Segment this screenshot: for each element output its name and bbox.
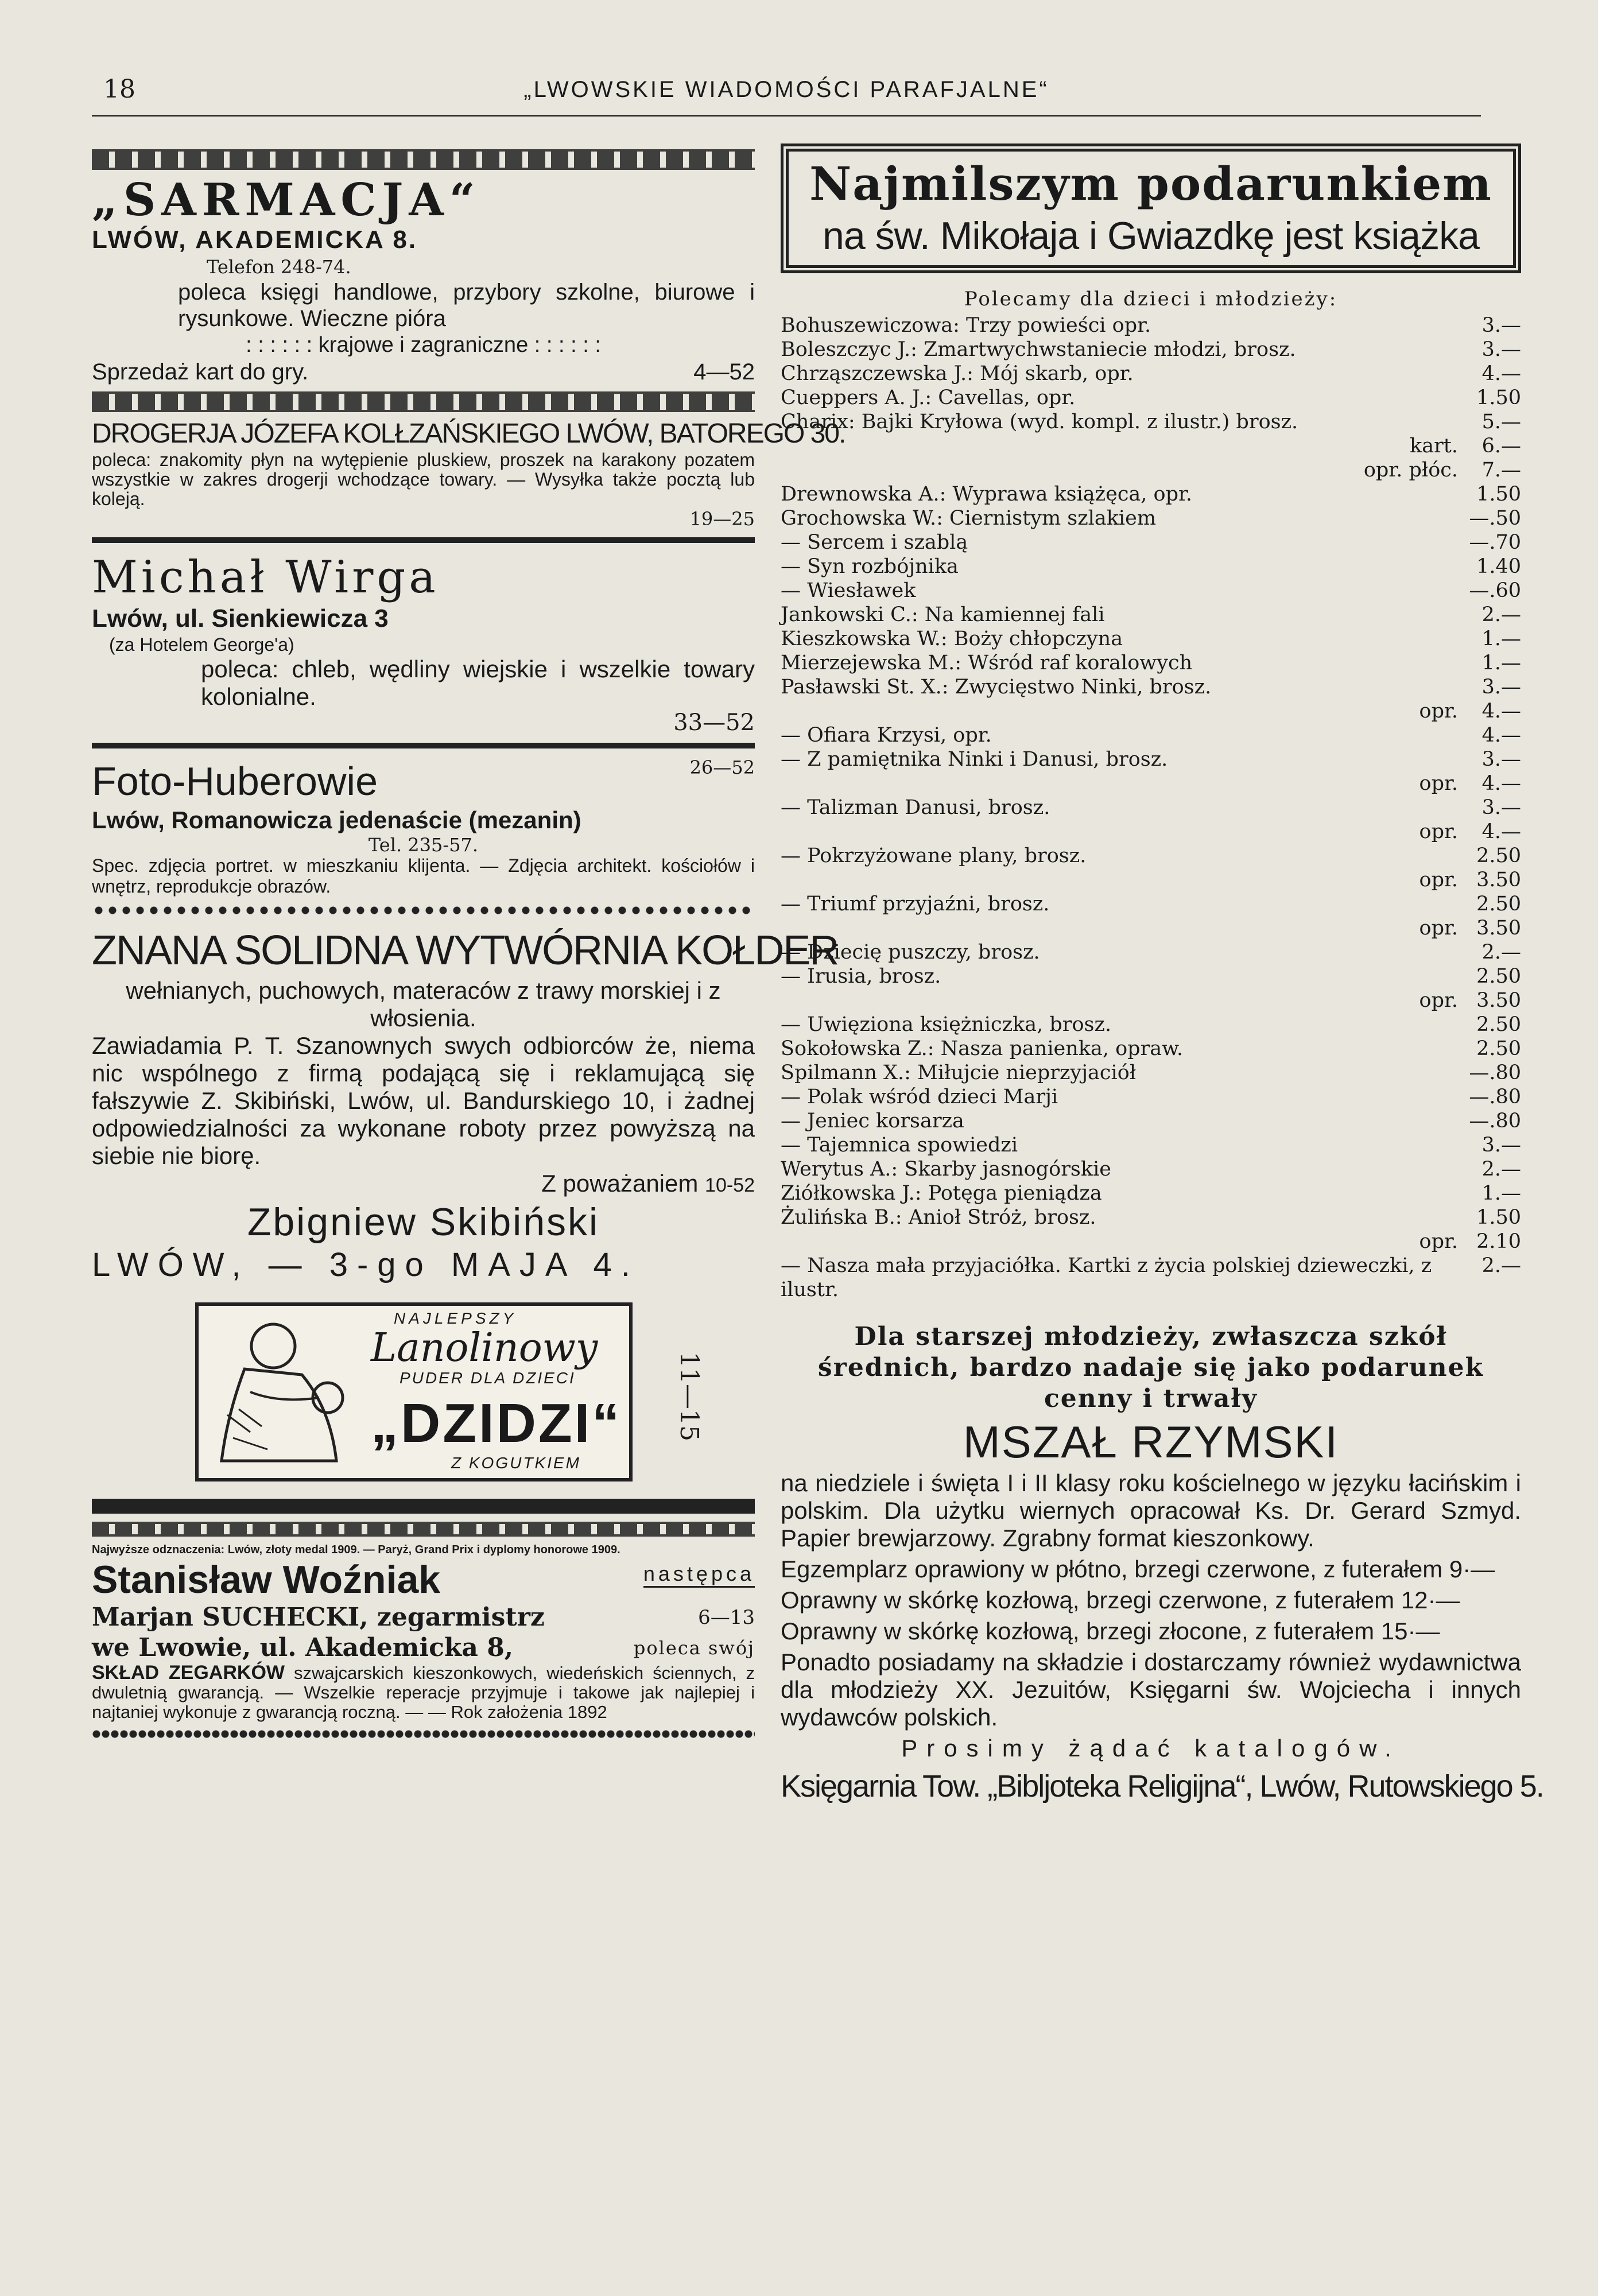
- book-item: [781, 362, 1521, 386]
- book-price: 1.50: [1476, 483, 1521, 506]
- book-price: 1.50: [1476, 1206, 1521, 1229]
- mszal-edition-3: Oprawny w skórkę kozłową, brzegi złocone, z futerałem 15·—: [781, 1618, 1440, 1645]
- book-price: 1.—: [1481, 627, 1521, 650]
- book-title: — Ofiara Krzysi, opr.: [781, 724, 992, 747]
- banner-line-2: na św. Mikołaja i Gwiazdkę jest książka: [823, 214, 1479, 258]
- book-title: opr.: [1419, 700, 1458, 723]
- mszal-ad: [781, 1321, 1543, 1807]
- kolder-title: ZNANA SOLIDNA WYTWÓRNIA KOŁDER: [92, 928, 839, 974]
- right-column: [781, 144, 1543, 1807]
- book-price: 3.—: [1481, 1134, 1521, 1157]
- book-item: [781, 868, 1521, 892]
- book-item: [781, 940, 1521, 964]
- book-item: [781, 410, 1521, 434]
- book-item: [781, 1109, 1521, 1133]
- journal-title: „LWOWSKIE WIADOMOŚCI PARAFJALNE“: [523, 77, 1049, 102]
- wirga-name: Michał Wirga: [92, 552, 439, 603]
- book-price: 1.—: [1481, 651, 1521, 674]
- book-title: — Z pamiętnika Ninki i Danusi, brosz.: [781, 748, 1168, 771]
- ornament-divider: [92, 391, 755, 412]
- book-title: Ziółkowska J.: Potęga pieniądza: [781, 1182, 1102, 1205]
- book-title: Żulińska B.: Anioł Stróż, brosz.: [781, 1206, 1096, 1229]
- book-title: — Pokrzyżowane plany, brosz.: [781, 844, 1087, 867]
- dzidzi-name: „DZIDZI“: [371, 1393, 622, 1454]
- book-price: 3.—: [1481, 314, 1521, 337]
- book-title: Kieszkowska W.: Boży chłopczyna: [781, 627, 1123, 650]
- book-price: —.80: [1469, 1110, 1521, 1133]
- book-title: opr.: [1419, 772, 1458, 795]
- book-price: 5.—: [1481, 410, 1521, 433]
- mszal-edition-2: Oprawny w skórkę kozłową, brzegi czerwone, z futerałem 12·—: [781, 1587, 1460, 1614]
- book-item: [781, 747, 1521, 771]
- book-item: [781, 1230, 1521, 1254]
- book-title: Grochowska W.: Ciernistym szlakiem: [781, 507, 1157, 530]
- book-item: [781, 820, 1521, 844]
- book-item: [781, 1181, 1521, 1205]
- wirga-address: Lwów, ul. Sienkiewicza 3: [92, 604, 389, 633]
- book-item: [781, 844, 1521, 868]
- book-title: opr.: [1419, 820, 1458, 843]
- book-title: Mierzejewska M.: Wśród raf koralowych: [781, 651, 1193, 674]
- wirga-code: 33—52: [673, 709, 755, 736]
- wozniak-shop: SKŁAD ZEGARKÓW: [92, 1662, 285, 1684]
- book-item: [781, 1254, 1521, 1302]
- dzidzi-code: 11—15: [674, 1352, 704, 1441]
- wozniak-ad: [92, 1542, 755, 1738]
- book-price: 3.—: [1481, 338, 1521, 361]
- sarmacja-body: poleca księgi handlowe, przybory szkolne, biurowe i rysunkowe. Wieczne pióra: [178, 280, 755, 331]
- book-title: Boleszczyc J.: Zmartwychwstaniecie młodzi, brosz.: [781, 338, 1296, 361]
- book-item: [781, 603, 1521, 627]
- book-title: opr. płóc.: [1363, 459, 1458, 482]
- ornament-divider: [92, 149, 755, 170]
- wozniak-awards: Najwyższe odznaczenia: Lwów, złoty medal 1909. — Paryż, Grand Prix i dyplomy honorowe 1909.: [92, 1543, 620, 1556]
- book-title: — Jeniec korsarza: [781, 1110, 964, 1133]
- book-price: 3.—: [1481, 748, 1521, 771]
- mszal-more: Ponadto posiadamy na składzie i dostarczamy również wydawnictwa dla młodzieży XX. Jezuitów, Księgarni św. Wojciecha i innych wydawców polskich.: [781, 1649, 1521, 1731]
- mszal-lead: Dla starszej młodzieży, zwłaszcza szkół średnich, bardzo nadaje się jako podarunek cenny i trwały: [817, 1322, 1484, 1413]
- book-item: [781, 554, 1521, 579]
- book-title: opr.: [1419, 868, 1458, 891]
- dzidzi-ad: [195, 1302, 704, 1481]
- book-title: — Tajemnica spowiedzi: [781, 1134, 1018, 1157]
- kolder-code: 10-52: [705, 1174, 755, 1196]
- book-price: 2.50: [1476, 844, 1521, 867]
- book-item: [781, 1133, 1521, 1157]
- wirga-ad: [92, 551, 755, 735]
- dotted-divider: [92, 905, 755, 916]
- book-item: [781, 338, 1521, 362]
- book-title: opr.: [1419, 989, 1458, 1012]
- dzidzi-desc: PUDER DLA DZIECI: [400, 1369, 576, 1387]
- mszal-desc: na niedziele i święta I i II klasy roku kościelnego w języku łacińskim i polskim. Dla użytku wiernych opracował Ks. Dr. Gerard Szmyd. Papier brewjarzowy. Zgrabny format kieszonkowy.: [781, 1469, 1521, 1552]
- foto-code: 26—52: [689, 757, 755, 778]
- wirga-note: (za Hotelem George'a): [109, 634, 294, 655]
- sarmacja-cards: Sprzedaż kart do gry.: [92, 359, 309, 385]
- sarmacja-code: 4—52: [693, 359, 755, 385]
- book-price: 2.50: [1476, 1037, 1521, 1060]
- dotted-divider: [92, 1730, 755, 1738]
- book-price: 7.—: [1481, 459, 1521, 482]
- book-price: —.60: [1469, 579, 1521, 602]
- book-title: — Irusia, brosz.: [781, 965, 941, 988]
- book-title: Charix: Bajki Kryłowa (wyd. kompl. z ilustr.) brosz.: [781, 410, 1298, 433]
- book-item: [781, 1037, 1521, 1061]
- mszal-shop: Księgarnia Tow. „Bibljoteka Religijna“, Lwów, Rutowskiego 5.: [781, 1769, 1543, 1804]
- foto-name: Foto-Huberowie: [92, 759, 378, 804]
- book-item: [781, 723, 1521, 747]
- wozniak-offer: poleca swój: [633, 1637, 755, 1659]
- drogerja-ad: [92, 418, 845, 530]
- book-title: — Dziecię puszczy, brosz.: [781, 941, 1040, 964]
- book-title: Werytus A.: Skarby jasnogórskie: [781, 1158, 1112, 1181]
- book-item: [781, 1061, 1521, 1085]
- book-title: Pasławski St. X.: Zwycięstwo Ninki, brosz.: [781, 676, 1212, 699]
- book-title: Cueppers A. J.: Cavellas, opr.: [781, 386, 1076, 409]
- book-item: [781, 651, 1521, 675]
- foto-ad: [92, 757, 755, 897]
- book-title: — Sercem i szablą: [781, 531, 968, 554]
- book-price: 2.—: [1481, 1158, 1521, 1181]
- book-item: [781, 434, 1521, 458]
- book-price: 2.—: [1481, 603, 1521, 626]
- left-column: [92, 144, 845, 1746]
- drogerja-code: 19—25: [689, 508, 755, 530]
- book-price: 4.—: [1481, 724, 1521, 747]
- book-item: [781, 796, 1521, 820]
- book-title: — Nasza mała przyjaciółka. Kartki z życia polskiej dzieweczki, z ilustr.: [781, 1254, 1432, 1301]
- sarmacja-phone: Telefon 248-74.: [207, 256, 351, 278]
- book-item: [781, 579, 1521, 603]
- ornament-divider: [92, 1522, 755, 1537]
- banner-line-1: Najmilszym podarunkiem: [809, 157, 1492, 211]
- dzidzi-best: NAJLEPSZY: [394, 1309, 517, 1327]
- sarmacja-line: : : : : : : krajowe i zagraniczne : : : : : :: [246, 333, 601, 357]
- book-title: opr.: [1419, 1230, 1458, 1253]
- books-intro: Polecamy dla dzieci i młodzieży:: [964, 288, 1338, 311]
- book-item: [781, 313, 1521, 338]
- book-price: —.80: [1469, 1061, 1521, 1084]
- book-item: [781, 771, 1521, 796]
- book-item: [781, 892, 1521, 916]
- book-title: Jankowski C.: Na kamiennej fali: [781, 603, 1105, 626]
- dzidzi-brand: Lanolinowy: [371, 1325, 598, 1371]
- book-item: [781, 1013, 1521, 1037]
- book-item: [781, 988, 1521, 1013]
- book-title: Sokołowska Z.: Nasza panienka, opraw.: [781, 1037, 1184, 1060]
- foto-body: Spec. zdjęcia portret. w mieszkaniu klijenta. — Zdjęcia architekt. kościołów i wnętrz, reprodukcje obrazów.: [92, 855, 755, 897]
- kolder-address: LWÓW, — 3-go MAJA 4.: [92, 1246, 639, 1283]
- book-price: 6.—: [1481, 435, 1521, 457]
- book-price: —.70: [1469, 531, 1521, 554]
- book-item: [781, 482, 1521, 506]
- book-item: [781, 530, 1521, 554]
- kolder-name: Zbigniew Skibiński: [247, 1200, 600, 1244]
- kolder-body: Zawiadamia P. T. Szanownych swych odbiorców że, niema nic wspólnego z firmą podającą się i reklamującą się fałszywie Z. Skibiński, Lwów, ul. Bandurskiego 10, i żadnej odpowiedzialności za wykonane roboty przez powyższą na siebie nie biorę.: [92, 1032, 755, 1169]
- book-item: [781, 458, 1521, 482]
- book-item: [781, 699, 1521, 723]
- wirga-body: poleca: chleb, wędliny wiejskie i wszelkie towary kolonialne.: [201, 656, 755, 710]
- divider: [92, 743, 755, 748]
- kolder-signoff: Z poważaniem: [541, 1170, 699, 1197]
- book-price: 2.—: [1481, 941, 1521, 964]
- book-title: — Polak wśród dzieci Marji: [781, 1085, 1058, 1108]
- sarmacja-ad: [92, 176, 755, 386]
- book-item: [781, 916, 1521, 940]
- book-title: — Wiesławek: [781, 579, 916, 602]
- kolder-ad: [92, 924, 839, 1285]
- book-price: 2.50: [1476, 1013, 1521, 1036]
- book-price: 1.50: [1476, 386, 1521, 409]
- book-title: Chrząszczewska J.: Mój skarb, opr.: [781, 362, 1134, 385]
- drogerja-body: poleca: znakomity płyn na wytępienie pluskiew, proszek na karakony pozatem wszystkie w zakres drogerji wchodzące towary. — Wysyłka także pocztą lub koleją.: [92, 449, 755, 509]
- mszal-title: MSZAŁ RZYMSKI: [963, 1417, 1339, 1467]
- book-item: [781, 1085, 1521, 1109]
- book-price: 1.—: [1481, 1182, 1521, 1205]
- divider: [92, 537, 755, 543]
- mszal-edition-1: Egzemplarz oprawiony w płótno, brzegi czerwone, z futerałem 9·—: [781, 1556, 1495, 1583]
- divider: [92, 1499, 755, 1514]
- book-item: [781, 627, 1521, 651]
- foto-phone: Tel. 235-57.: [368, 834, 479, 856]
- book-price: 1.40: [1476, 555, 1521, 578]
- book-title: — Triumf przyjaźni, brosz.: [781, 893, 1050, 916]
- book-title: — Syn rozbójnika: [781, 555, 959, 578]
- wozniak-address: we Lwowie, ul. Akademicka 8,: [92, 1633, 514, 1662]
- book-item: [781, 506, 1521, 530]
- book-title: kart.: [1410, 435, 1458, 457]
- wozniak-successor: następca: [643, 1562, 755, 1588]
- book-price: 3.—: [1481, 796, 1521, 819]
- wozniak-owner: Marjan SUCHECKI, zegarmistrz: [92, 1603, 545, 1632]
- book-price: 4.—: [1481, 362, 1521, 385]
- page-header: [92, 75, 1481, 117]
- book-price: 3.—: [1481, 676, 1521, 699]
- book-price: 3.50: [1476, 989, 1521, 1012]
- kolder-subtitle: wełnianych, puchowych, materaców z trawy morskiej i z włosienia.: [126, 977, 721, 1031]
- book-title: Drewnowska A.: Wyprawa książęca, opr.: [781, 483, 1193, 506]
- book-item: [781, 386, 1521, 410]
- dzidzi-maker: Z KOGUTKIEM: [451, 1454, 581, 1472]
- book-price: —.50: [1469, 507, 1521, 530]
- foto-address: Lwów, Romanowicza jedenaście (mezanin): [92, 806, 581, 833]
- book-list: [781, 313, 1521, 1302]
- book-banner: [781, 144, 1521, 273]
- book-item: [781, 964, 1521, 988]
- book-price: 4.—: [1481, 820, 1521, 843]
- page-number: 18: [103, 75, 135, 104]
- drogerja-title: DROGERJA JÓZEFA KOLŁZAŃSKIEGO LWÓW, BATOREGO 30.: [92, 418, 845, 449]
- book-price: 3.50: [1476, 868, 1521, 891]
- book-title: — Talizman Danusi, brosz.: [781, 796, 1050, 819]
- book-price: 2.50: [1476, 893, 1521, 916]
- book-price: 3.50: [1476, 917, 1521, 940]
- sarmacja-name: „SARMACJA“: [92, 174, 481, 226]
- book-price: 4.—: [1481, 772, 1521, 795]
- book-price: 2.50: [1476, 965, 1521, 988]
- book-title: Spilmann X.: Miłujcie nieprzyjaciół: [781, 1061, 1137, 1084]
- wozniak-code: 6—13: [698, 1606, 755, 1629]
- book-price: 4.—: [1481, 700, 1521, 723]
- book-item: [781, 1205, 1521, 1230]
- book-title: Bohuszewiczowa: Trzy powieści opr.: [781, 314, 1151, 337]
- book-item: [781, 1157, 1521, 1181]
- wozniak-body: szwajcarskich kieszonkowych, wiedeńskich ściennych, z dwuletnią gwarancją. — Wszelkie reperacje przyjmuje i takowe jak najlepiej i najtaniej wykonuje z gwarancją roczną. — — Rok założenia 1892: [92, 1663, 755, 1722]
- mszal-catalog: Prosimy żądać katalogów.: [901, 1735, 1401, 1762]
- book-price: 2.10: [1476, 1230, 1521, 1253]
- book-title: opr.: [1419, 917, 1458, 940]
- book-price: 2.—: [1481, 1254, 1521, 1277]
- book-item: [781, 675, 1521, 699]
- book-price: —.80: [1469, 1085, 1521, 1108]
- book-title: — Uwięziona księżniczka, brosz.: [781, 1013, 1112, 1036]
- sarmacja-address: LWÓW, AKADEMICKA 8.: [92, 226, 418, 254]
- mother-child-illustration: [204, 1312, 365, 1467]
- wozniak-name: Stanisław Woźniak: [92, 1558, 441, 1601]
